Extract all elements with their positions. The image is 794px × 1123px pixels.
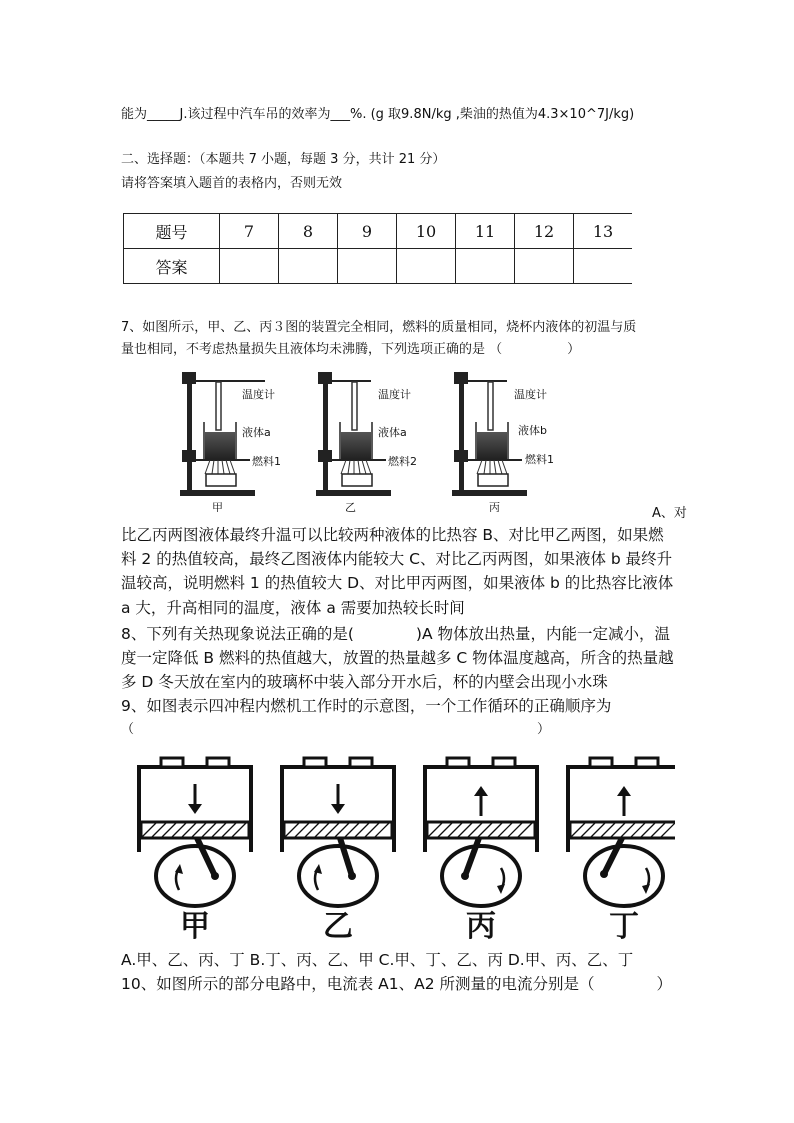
q7-option-a-start: A、对 bbox=[652, 506, 687, 521]
label-fuel: 燃料1 bbox=[252, 455, 281, 468]
carryover-question-line: 能为_____J.该过程中汽车吊的效率为___%. (g 取9.8N/kg ,柴油的热值为4.3×10^7J/kg) bbox=[121, 107, 635, 122]
answer-table-row-numbers bbox=[124, 214, 633, 249]
answer-cell[interactable] bbox=[456, 249, 515, 284]
engine-ding bbox=[568, 758, 675, 906]
q7-body-line: 温较高，说明燃料 1 的热值较大 D、对比甲丙两图，如果液体 b 的比热容比液体 bbox=[121, 574, 674, 592]
q8-line: 多 D 冬天放在室内的玻璃杯中装入部分开水后，杯的内壁会出现小水珠 bbox=[121, 673, 608, 691]
table-cell-number: 9 bbox=[338, 214, 397, 249]
label-liquid: 液体b bbox=[518, 424, 547, 437]
label-liquid: 液体a bbox=[378, 426, 407, 439]
answer-cell[interactable] bbox=[515, 249, 574, 284]
caption-yi: 乙 bbox=[345, 501, 356, 512]
q10-line: 10、如图所示的部分电路中，电流表 A1、A2 所测量的电流分别是（ ） bbox=[121, 975, 673, 993]
answer-cell[interactable] bbox=[338, 249, 397, 284]
answer-cell[interactable] bbox=[279, 249, 338, 284]
q7-body-line: a 大，升高相同的温度，液体 a 需要加热较长时间 bbox=[121, 599, 465, 617]
answer-cell[interactable] bbox=[397, 249, 456, 284]
answer-cell[interactable] bbox=[220, 249, 279, 284]
table-cell-number: 7 bbox=[220, 214, 279, 249]
table-cell-number: 10 bbox=[397, 214, 456, 249]
q9-line-2: （ ） bbox=[121, 722, 551, 737]
engine-strokes-figure bbox=[135, 752, 675, 942]
q9-options: A.甲、乙、丙、丁 B.丁、丙、乙、甲 C.甲、丁、乙、丙 D.甲、丙、乙、丁 bbox=[121, 951, 634, 969]
table-cell-number: 11 bbox=[456, 214, 515, 249]
caption-bing: 丙 bbox=[489, 501, 500, 512]
q7-body-line: 比乙丙两图液体最终升温可以比较两种液体的比热容 B、对比甲乙两图，如果燃 bbox=[121, 526, 664, 544]
answer-cell[interactable] bbox=[574, 249, 633, 284]
table-cell-number: 13 bbox=[574, 214, 633, 249]
engine-jia bbox=[139, 758, 251, 906]
table-cell-number: 8 bbox=[279, 214, 338, 249]
engine-bing bbox=[425, 758, 537, 906]
table-header-number: 题号 bbox=[124, 214, 220, 249]
section-note: 请将答案填入题首的表格内，否则无效 bbox=[121, 176, 343, 191]
q7-body-line: 料 2 的热值较高，最终乙图液体内能较大 C、对比乙丙两图，如果液体 b 最终升 bbox=[121, 550, 673, 568]
label-thermometer: 温度计 bbox=[514, 388, 547, 401]
label-thermometer: 温度计 bbox=[242, 388, 275, 401]
q7-line-1: 7、如图所示，甲、乙、丙３图的装置完全相同，燃料的质量相同，烧杯内液体的初温与质 bbox=[121, 320, 637, 335]
label-fuel: 燃料1 bbox=[525, 453, 554, 466]
q9-line-1: 9、如图表示四冲程内燃机工作时的示意图，一个工作循环的正确顺序为 bbox=[121, 697, 612, 715]
engine-yi bbox=[282, 758, 394, 906]
engine-caption-yi: 乙 bbox=[323, 909, 353, 942]
table-cell-number: 12 bbox=[515, 214, 574, 249]
answer-table-row-answers bbox=[124, 249, 633, 284]
section-title: 二、选择题：（本题共 7 小题，每题 3 分，共计 21 分） bbox=[121, 152, 446, 167]
caption-jia: 甲 bbox=[212, 501, 223, 512]
label-thermometer: 温度计 bbox=[378, 388, 411, 401]
answer-table bbox=[123, 213, 632, 284]
engine-caption-ding: 丁 bbox=[609, 909, 639, 942]
engine-caption-bing: 丙 bbox=[466, 909, 496, 942]
q7-line-2: 量也相同，不考虑热量损失且液体均未沸腾，下列选项正确的是 （ ） bbox=[121, 342, 581, 357]
q8-line: 度一定降低 B 燃料的热值越大，放置的热量越多 C 物体温度越高，所含的热量越 bbox=[121, 649, 674, 667]
heating-apparatus-figure bbox=[180, 362, 600, 512]
label-liquid: 液体a bbox=[242, 426, 271, 439]
q8-line: 8、下列有关热现象说法正确的是( )A 物体放出热量，内能一定减小，温 bbox=[121, 625, 670, 643]
table-header-answer: 答案 bbox=[124, 249, 220, 284]
engine-caption-jia: 甲 bbox=[180, 909, 210, 942]
label-fuel: 燃料2 bbox=[388, 455, 417, 468]
